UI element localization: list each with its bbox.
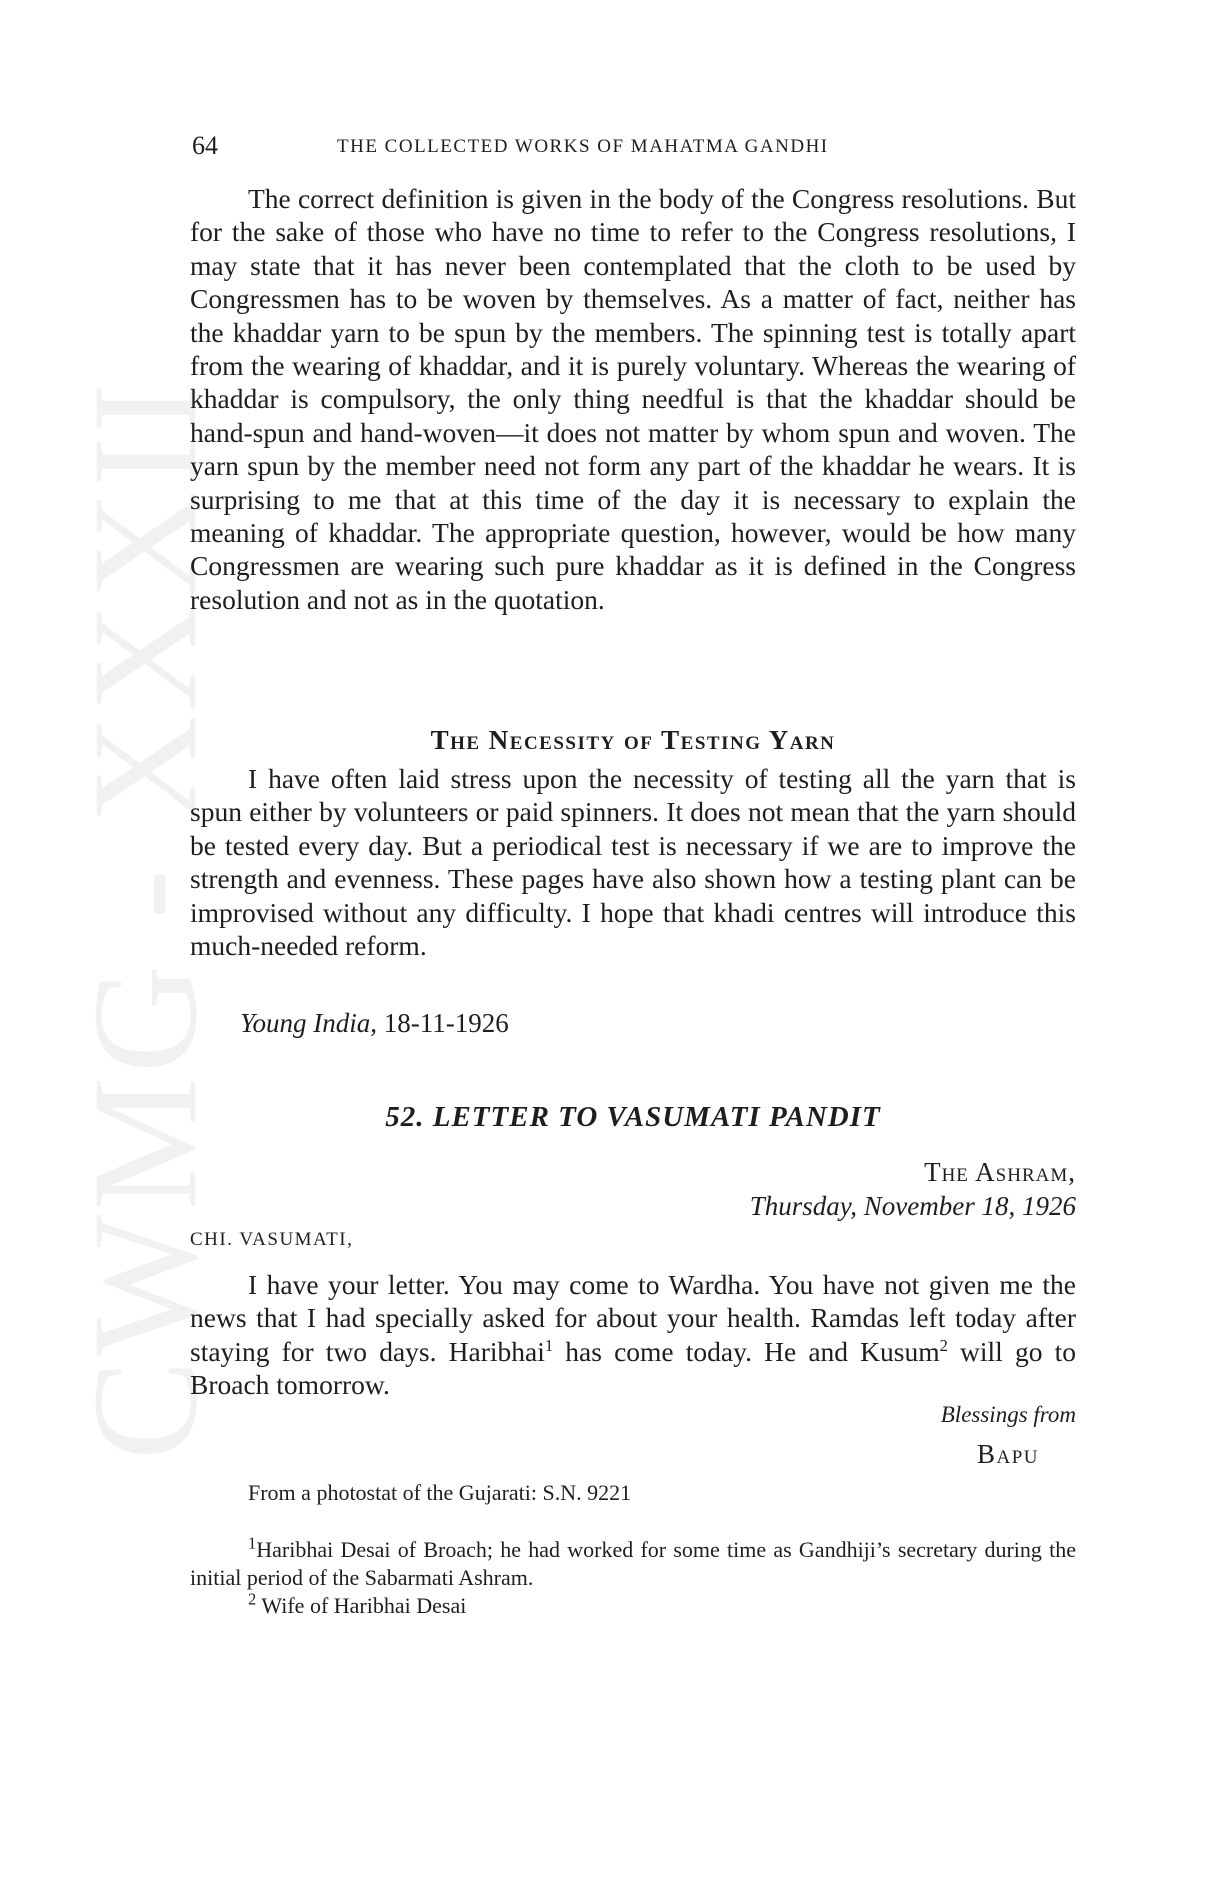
letter-salutation: CHI. VASUMATI, [190,1229,354,1250]
page-number: 64 [192,131,218,160]
footnote-mark-1: 1 [248,1533,257,1553]
letter-placeline [750,1155,1076,1223]
letter-body [190,1268,1076,1402]
letter-body-part3: will go to Broach tomorrow. [190,1335,1077,1401]
paragraph-definition: The correct definition is given in the body of the Congress resolutions. But for the sake of those who have no time to refer to the Congress resolutions, I may state that it has never been contemplated that the cloth to be used by Congressmen has to be woven by themselves. As a matter of fact, neither has the khaddar yarn to be spun by the members. The spinning test is totally apart from the wearing of khaddar, and it is purely voluntary. Whereas the wearing of khaddar is compulsory, the only thing needful is that the khaddar should be hand-spun and hand-woven—it does not matter by whom spun and woven. The yarn spun by the member need not form any part of the khaddar he wears. It is surprising to me that at this time of the day it is necessary to explain the meaning of khaddar. The appropriate question, however, would be how many Congressmen are wearing such pure khaddar as it is defined in the Congress resolution and not as in the quotation. [190,183,1076,615]
letter-body-part1: I have your letter. You may come to Wardha. You have not given me the news that I had specially asked for about your health. Ramdas left today after staying for two days. Haribhai [190,1269,1076,1367]
letter-signature: Bapu [976,1439,1039,1469]
letter-source-note: From a photostat of the Gujarati: S.N. 9221 [248,1480,632,1505]
footnote-ref-1[interactable]: 1 [544,1335,554,1355]
article-title: 52. LETTER TO VASUMATI PANDIT [385,1101,881,1133]
source-publication: Young India, [240,1008,378,1038]
letter-signoff: Blessings from [940,1402,1076,1427]
footnote-1 [190,1533,1076,1592]
letter-body-part2: has come today. He and Kusum [553,1335,940,1367]
footnotes [190,1533,1076,1620]
archive-watermark: CWMG - XXXII [62,378,228,1460]
footnote-text-2: Wife of Haribhai Desai [261,1593,467,1618]
letter-date: Thursday, November 18, 1926 [749,1191,1076,1221]
paragraph-testing-yarn: I have often laid stress upon the necessity of testing all the yarn that is spun either by volunteers or paid spinners. It does not mean that the yarn should be tested every day. But a periodical test is necessary if we are to improve the strength and evenness. These pages have also shown how a testing plant can be improvised without any difficulty. I hope that khadi centres will introduce this much-needed reform. [190,763,1076,962]
source-date: 18-11-1926 [383,1008,509,1038]
footnote-ref-2[interactable]: 2 [939,1335,948,1355]
letter-place: The Ashram, [924,1157,1076,1187]
section-heading: The Necessity of Testing Yarn [430,725,836,755]
source-citation [240,1006,509,1040]
running-title: THE COLLECTED WORKS OF MAHATMA GANDHI [337,136,829,157]
footnote-2 [190,1589,1076,1620]
footnote-text-1: Haribhai Desai of Broach; he had worked for some time as Gandhiji’s secretary during the initial period of the Sabarmati Ashram. [190,1537,1076,1590]
footnote-mark-2: 2 [248,1589,257,1609]
